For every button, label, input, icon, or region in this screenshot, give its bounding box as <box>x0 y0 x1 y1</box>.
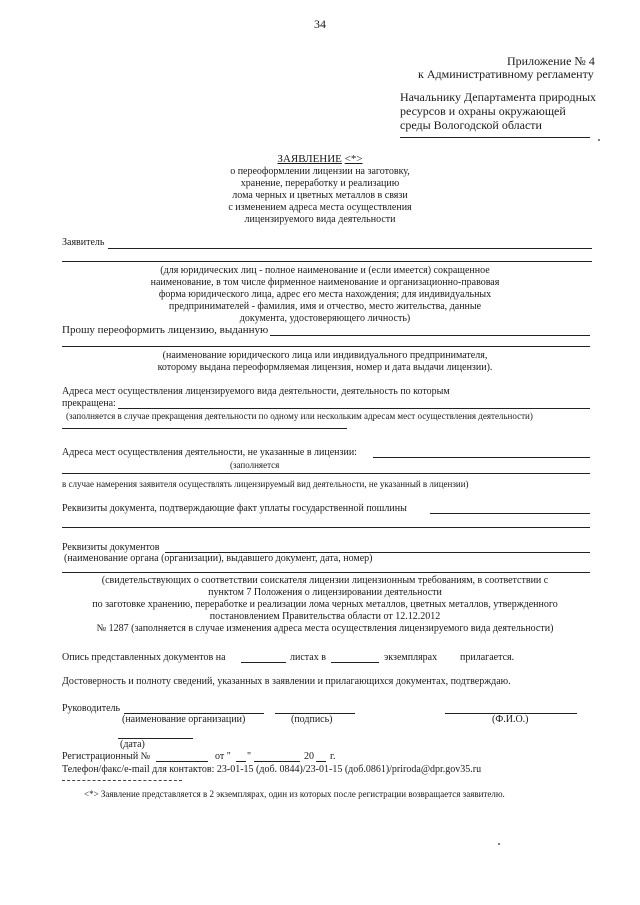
title-line-1: о переоформлении лицензии на заготовку, <box>230 166 410 177</box>
scan-speck <box>498 843 500 845</box>
title-line-5: лицензируемого вида деятельности <box>244 214 396 225</box>
footnote-separator <box>62 780 182 781</box>
addresses-stopped-label-2: прекращена: <box>62 398 116 409</box>
registration-month-field[interactable] <box>254 761 300 762</box>
fee-field[interactable] <box>430 513 590 514</box>
title-mark: <*> <box>344 153 363 165</box>
fio-hint: (Ф.И.О.) <box>492 714 529 725</box>
addressee-line-2: ресурсов и охраны окружающей <box>400 104 566 118</box>
head-label: Руководитель <box>62 703 121 714</box>
fee-label: Реквизиты документа, подтверждающие факт уплаты государственной пошлины <box>62 503 407 514</box>
applicant-field[interactable] <box>108 248 592 249</box>
applicant-field-2[interactable] <box>62 261 592 262</box>
inventory-sheets-field[interactable] <box>241 662 286 663</box>
form-title <box>220 153 420 165</box>
addresses-stopped-field[interactable] <box>118 408 590 409</box>
org-name-hint: (наименование организации) <box>122 714 246 725</box>
title-line-4: с изменением адреса места осуществления <box>228 202 412 213</box>
inventory-text-4: прилагается. <box>460 652 515 663</box>
scan-speck <box>598 139 600 141</box>
addresses-stopped-hint: (заполняется в случае прекращения деятельности по одному или нескольким адресам мест осуществления деятельности) <box>66 411 533 421</box>
addresses-stopped-label-1: Адреса мест осуществления лицензируемого вида деятельности, деятельность по которым <box>62 386 450 397</box>
reissue-field-2[interactable] <box>62 346 590 347</box>
addressee-underline <box>400 137 590 138</box>
reliability-text: Достоверность и полноту сведений, указанных в заявлении и прилагающихся документах, подтверждаю. <box>62 676 511 687</box>
registration-quote: " <box>247 751 252 762</box>
registration-year-suffix: г. <box>330 751 336 762</box>
inventory-text-1: Опись представленных документов на <box>62 652 226 663</box>
documents-hint: (наименование органа (организации), выдавшего документ, дата, номер) <box>64 553 373 564</box>
registration-label: Регистрационный № <box>62 751 151 762</box>
applicant-label: Заявитель <box>62 237 105 248</box>
documents-field-2[interactable] <box>62 572 590 573</box>
inventory-copies-field[interactable] <box>331 662 379 663</box>
reissue-field[interactable] <box>270 335 590 336</box>
title-line-2: хранение, переработку и реализацию <box>240 178 400 189</box>
addresses-new-hint-1: (заполняется <box>230 460 280 470</box>
documents-para-4: постановлением Правительства области от 12.12.2012 <box>209 611 441 622</box>
addresses-new-label: Адреса мест осуществления деятельности, не указанные в лицензии: <box>62 447 357 458</box>
documents-para-2: пунктом 7 Положения о лицензировании деятельности <box>208 587 442 598</box>
documents-para-1: (свидетельствующих о соответствии соискателя лицензии лицензионным требованиям, в соответствии с <box>101 575 549 586</box>
documents-para-3: по заготовке хранению, переработке и реализации лома черных металлов, цветных металлов, утвержденного <box>92 599 558 610</box>
documents-para-5: № 1287 (заполняется в случае изменения адреса места осуществления лицензируемого вида деятельности) <box>96 623 554 634</box>
reissue-hint-1: (наименование юридического лица или индивидуального предпринимателя, <box>162 350 488 361</box>
title-main: ЗАЯВЛЕНИЕ <box>277 153 342 165</box>
applicant-hint-2: наименование, в том числе фирменное наименование и организационно-правовая <box>150 277 500 288</box>
addressee-line-3: среды Вологодской области <box>400 118 542 132</box>
page-number: 34 <box>314 17 326 31</box>
addresses-stopped-field-2[interactable] <box>62 428 347 429</box>
applicant-hint-4: предпринимателей - фамилия, имя и отчество, место жительства, данные <box>168 301 482 312</box>
appendix-label: Приложение № 4 <box>507 54 595 68</box>
registration-year-field[interactable] <box>316 761 326 762</box>
reissue-hint-2: которому выдана переоформляемая лицензия, номер и дата выдачи лицензии). <box>157 362 493 373</box>
registration-year-prefix: 20 <box>304 751 314 762</box>
addresses-new-field-2[interactable] <box>62 473 590 474</box>
inventory-text-3: экземплярах <box>384 652 438 663</box>
title-line-3: лома черных и цветных металлов в связи <box>232 190 408 201</box>
regulation-label: к Административному регламенту <box>418 67 594 81</box>
registration-from: от " <box>215 751 231 762</box>
inventory-text-2: листах в <box>290 652 326 663</box>
reissue-label: Прошу переоформить лицензию, выданную <box>62 324 269 336</box>
fee-field-2[interactable] <box>62 527 590 528</box>
footnote-text: <*> Заявление представляется в 2 экземплярах, один из которых после регистрации возвращается заявителю. <box>84 789 505 799</box>
addressee-line-1: Начальнику Департамента природных <box>400 90 597 104</box>
documents-label: Реквизиты документов <box>62 542 160 553</box>
date-hint: (дата) <box>120 739 145 750</box>
contacts-text: Телефон/факс/e-mail для контактов: 23-01-15 (доб. 0844)/23-01-15 (доб.0861)/priroda@dpr.gov35.ru <box>62 764 482 775</box>
signature-hint: (подпись) <box>291 714 333 725</box>
addresses-new-field[interactable] <box>373 457 590 458</box>
applicant-hint-3: форма юридического лица, адрес его места нахождения; для индивидуальных <box>158 289 492 300</box>
applicant-hint-1: (для юридических лиц - полное наименование и (если имеется) сокращенное <box>160 265 490 276</box>
applicant-hint-5: документа, удостоверяющего личность) <box>239 313 411 324</box>
registration-day-field[interactable] <box>236 761 246 762</box>
registration-number-field[interactable] <box>156 761 208 762</box>
addresses-new-hint-2: в случае намерения заявителя осуществлять лицензируемый вид деятельности, не указанный в лицензии) <box>62 479 469 489</box>
